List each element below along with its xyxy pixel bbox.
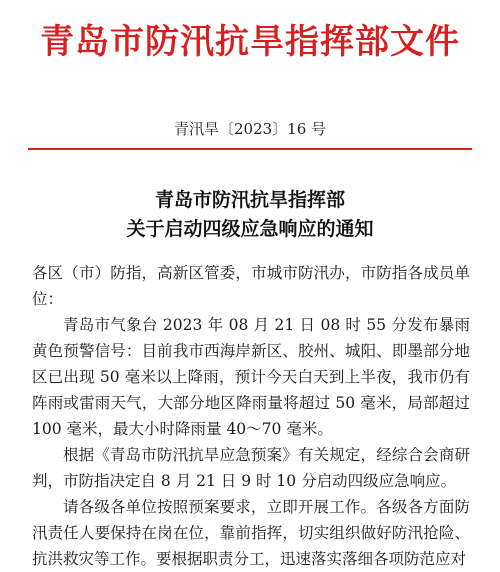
notice-title — [0, 186, 500, 244]
notice-title-line-1: 青岛市防汛抗旱指挥部 — [154, 189, 345, 211]
document-masthead: 青岛市防汛抗旱指挥部文件 — [40, 22, 460, 62]
notice-body — [32, 260, 470, 572]
document-number: 青汛旱〔2023〕16 号 — [173, 120, 327, 138]
salutation: 各区（市）防指，高新区管委，市城市防汛办，市防指各成员单位： — [32, 264, 470, 308]
notice-title-line-2: 关于启动四级应急响应的通知 — [126, 218, 374, 240]
red-divider-line — [28, 148, 472, 150]
paragraph-requirements: 请各级各单位按照预案要求，立即开展工作。各级各方面防汛责任人要保持在岗在位，靠前指挥，切实组织做好防汛抢险、抗洪救灾等工作。要根据职责分工，迅速落实落细各项防范应对 — [32, 498, 470, 568]
paragraph-weather-warning: 青岛市气象台 2023 年 08 月 21 日 08 时 55 分发布暴雨黄色预警信号：目前我市西海岸新区、胶州、城阳、即墨部分地区已出现 50 毫米以上降雨，预计今天白天到上半夜，我市仍有阵雨或雷雨天气，大部分地区降雨量将超过 50 毫米，局部超过 100 毫米，最大小时降雨量 40～70 毫米。 — [32, 316, 470, 438]
paragraph-response-decision: 根据《青岛市防汛抗旱应急预案》有关规定，经综合会商研判，市防指决定自 8 月 21 日 9 时 10 分启动四级应急响应。 — [32, 446, 470, 490]
